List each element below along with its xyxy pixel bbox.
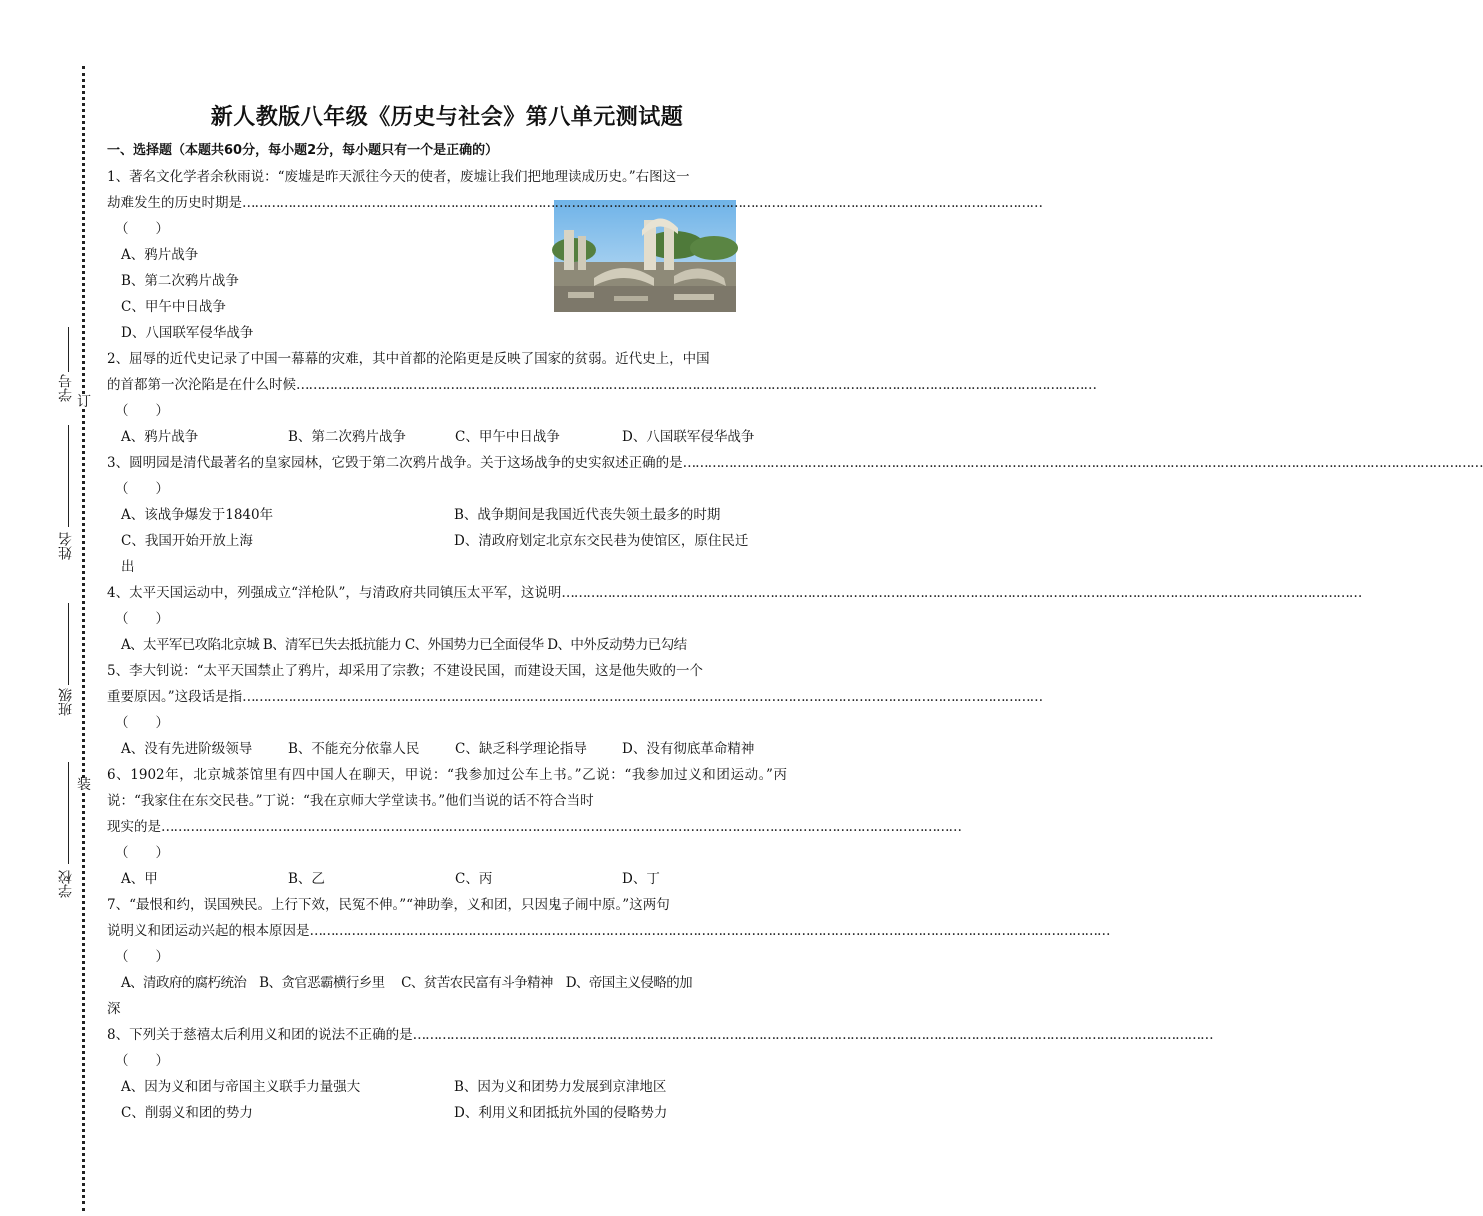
question-stem: 2、屈辱的近代史记录了中国一幕幕的灾难，其中首都的沦陷更是反映了国家的贫弱。近代史上，中国 xyxy=(107,351,710,367)
option-a: A、鸦片战争 xyxy=(121,429,199,445)
options-line: A、清政府的腐朽统治 B、贪官恶霸横行乡里 C、贫苦农民富有斗争精神 D、帝国主义侵略的加 xyxy=(121,975,693,991)
dotted-leader: ………………………………………………………………………………………………………………………………………………………………………… xyxy=(412,1027,1213,1043)
option-d: D、清政府划定北京东交民巷为使馆区，原住民迁 xyxy=(454,533,749,549)
question-7 xyxy=(107,892,1110,1022)
options-line: A、太平军已攻陷北京城 B、清军已失去抵抗能力 C、外国势力已全面侵华 D、中外反动势力已勾结 xyxy=(121,637,687,653)
question-stem-lead: 劫难发生的历史时期是………………………………………………………………………………………………………………………………………………………………………… xyxy=(107,195,1042,211)
question-stem-lead: 8、下列关于慈禧太后利用义和团的说法不正确的是………………………………………………………………………………………………………………………………………………………………………… xyxy=(107,1027,1213,1043)
answer-blank: （ ） xyxy=(115,611,169,627)
option-b: B、因为义和团势力发展到京津地区 xyxy=(454,1079,667,1095)
question-stem-lead: 4、太平天国运动中，列强成立“洋枪队”，与清政府共同镇压太平军，这说明………………………………………………………………………………………………………………………………………………………………………… xyxy=(107,585,1362,601)
question-stem-lead: 的首都第一次沦陷是在什么时候………………………………………………………………………………………………………………………………………………………………………… xyxy=(107,377,1096,393)
options xyxy=(107,424,787,450)
option-c: C、缺乏科学理论指导 xyxy=(455,741,587,757)
label-school: 学校 xyxy=(58,870,74,898)
option-a: A、因为义和团与帝国主义联手力量强大 xyxy=(121,1079,361,1095)
answer-blank: （ ） xyxy=(115,221,169,237)
option-d: D、八国联军侵华战争 xyxy=(121,325,254,341)
option-c: C、我国开始开放上海 xyxy=(121,533,253,549)
binding-dotted-line xyxy=(82,66,85,1211)
question-stem: 6、1902年，北京城茶馆里有四中国人在聊天，甲说：“我参加过公车上书。”乙说：“我参加过义和团运动。”丙说：“我家住在东交民巷。”丁说：“我在京师大学堂读书。”他们当说的话不符合当时 xyxy=(107,767,787,809)
option-d: D、利用义和团抵抗外国的侵略势力 xyxy=(454,1105,668,1121)
question-2 xyxy=(107,346,1096,450)
option-b: B、第二次鸦片战争 xyxy=(121,273,239,289)
options xyxy=(107,866,787,892)
question-3 xyxy=(107,450,1483,580)
option-b: B、战争期间是我国近代丧失领土最多的时期 xyxy=(454,507,721,523)
dotted-leader: ………………………………………………………………………………………………………………………………………………………………………… xyxy=(682,455,1483,471)
answer-blank: （ ） xyxy=(115,403,169,419)
question-stem-lead: 3、圆明园是清代最著名的皇家园林，它毁于第二次鸦片战争。关于这场战争的史实叙述正确的是………………………………………………………………………………………………………………………………………………………………………… xyxy=(107,455,1483,471)
binding-word-ding: 订 xyxy=(77,394,91,410)
class-line xyxy=(68,603,69,685)
question-stem: 1、著名文化学者余秋雨说：“废墟是昨天派往今天的使者，废墟让我们把地理读成历史。”右图这一 xyxy=(107,169,690,185)
question-1 xyxy=(107,164,1042,346)
label-name: 姓名 xyxy=(58,532,74,560)
question-stem-lead: 重要原因。”这段话是指………………………………………………………………………………………………………………………………………………………………………… xyxy=(107,689,1043,705)
answer-blank: （ ） xyxy=(115,481,169,497)
option-d: D、丁 xyxy=(622,871,660,887)
options xyxy=(107,502,787,554)
school-line xyxy=(68,762,69,864)
question-stem: 5、李大钊说：“太平天国禁止了鸦片，却采用了宗教；不建设民国，而建设天国，这是他失败的一个 xyxy=(107,663,703,679)
option-c: C、甲午中日战争 xyxy=(455,429,560,445)
option-b: B、不能充分依靠人民 xyxy=(288,741,420,757)
option-d: D、没有彻底革命精神 xyxy=(622,741,755,757)
option-c: C、丙 xyxy=(455,871,493,887)
question-8 xyxy=(107,1022,1213,1126)
dotted-leader: ………………………………………………………………………………………………………………………………………………………………………… xyxy=(296,377,1096,393)
dotted-leader: ………………………………………………………………………………………………………………………………………………………………………… xyxy=(161,819,961,835)
dotted-leader: ………………………………………………………………………………………………………………………………………………………………………… xyxy=(309,923,1110,939)
question-6 xyxy=(107,762,961,892)
question-stem: 7、“最恨和约，误国殃民。上行下效，民冤不伸。”“神助拳，义和团，只因鬼子闹中原。”这两句 xyxy=(107,897,670,913)
binding-margin xyxy=(0,0,100,1216)
option-b: B、第二次鸦片战争 xyxy=(288,429,406,445)
dotted-leader: ………………………………………………………………………………………………………………………………………………………………………… xyxy=(242,195,1042,211)
option-d-continued: 出 xyxy=(121,559,135,575)
question-stem-lead: 说明义和团运动兴起的根本原因是………………………………………………………………………………………………………………………………………………………………………… xyxy=(107,923,1110,939)
option-a: A、没有先进阶级领导 xyxy=(121,741,253,757)
answer-blank: （ ） xyxy=(115,845,169,861)
options-line-continued: 深 xyxy=(107,1001,121,1017)
label-student-id: 学号 xyxy=(58,374,74,402)
answer-blank: （ ） xyxy=(115,949,169,965)
option-a: A、该战争爆发于1840年 xyxy=(121,507,274,523)
binding-word-zhuang: 装 xyxy=(77,777,91,793)
option-a: A、甲 xyxy=(121,871,158,887)
name-line xyxy=(68,425,69,527)
answer-blank: （ ） xyxy=(115,1053,169,1069)
option-a: A、鸦片战争 xyxy=(121,247,199,263)
page-title: 新人教版八年级《历史与社会》第八单元测试题 xyxy=(210,105,684,130)
question-4 xyxy=(107,580,1362,658)
option-c: C、甲午中日战争 xyxy=(121,299,226,315)
question-stem-lead: 现实的是………………………………………………………………………………………………………………………………………………………………………… xyxy=(107,819,961,835)
section-heading: 一、选择题（本题共60分，每小题2分，每小题只有一个是正确的） xyxy=(107,143,499,158)
question-5 xyxy=(107,658,1043,762)
option-b: B、乙 xyxy=(288,871,325,887)
label-class: 班级 xyxy=(58,688,74,716)
answer-blank: （ ） xyxy=(115,715,169,731)
dotted-leader: ………………………………………………………………………………………………………………………………………………………………………… xyxy=(242,689,1043,705)
option-d: D、八国联军侵华战争 xyxy=(622,429,755,445)
options xyxy=(107,242,787,346)
exam-paper xyxy=(107,100,1483,1126)
student-id-line xyxy=(68,327,69,372)
options xyxy=(107,1074,787,1126)
option-c: C、削弱义和团的势力 xyxy=(121,1105,253,1121)
options xyxy=(107,736,787,762)
dotted-leader: ………………………………………………………………………………………………………………………………………………………………………… xyxy=(561,585,1362,601)
